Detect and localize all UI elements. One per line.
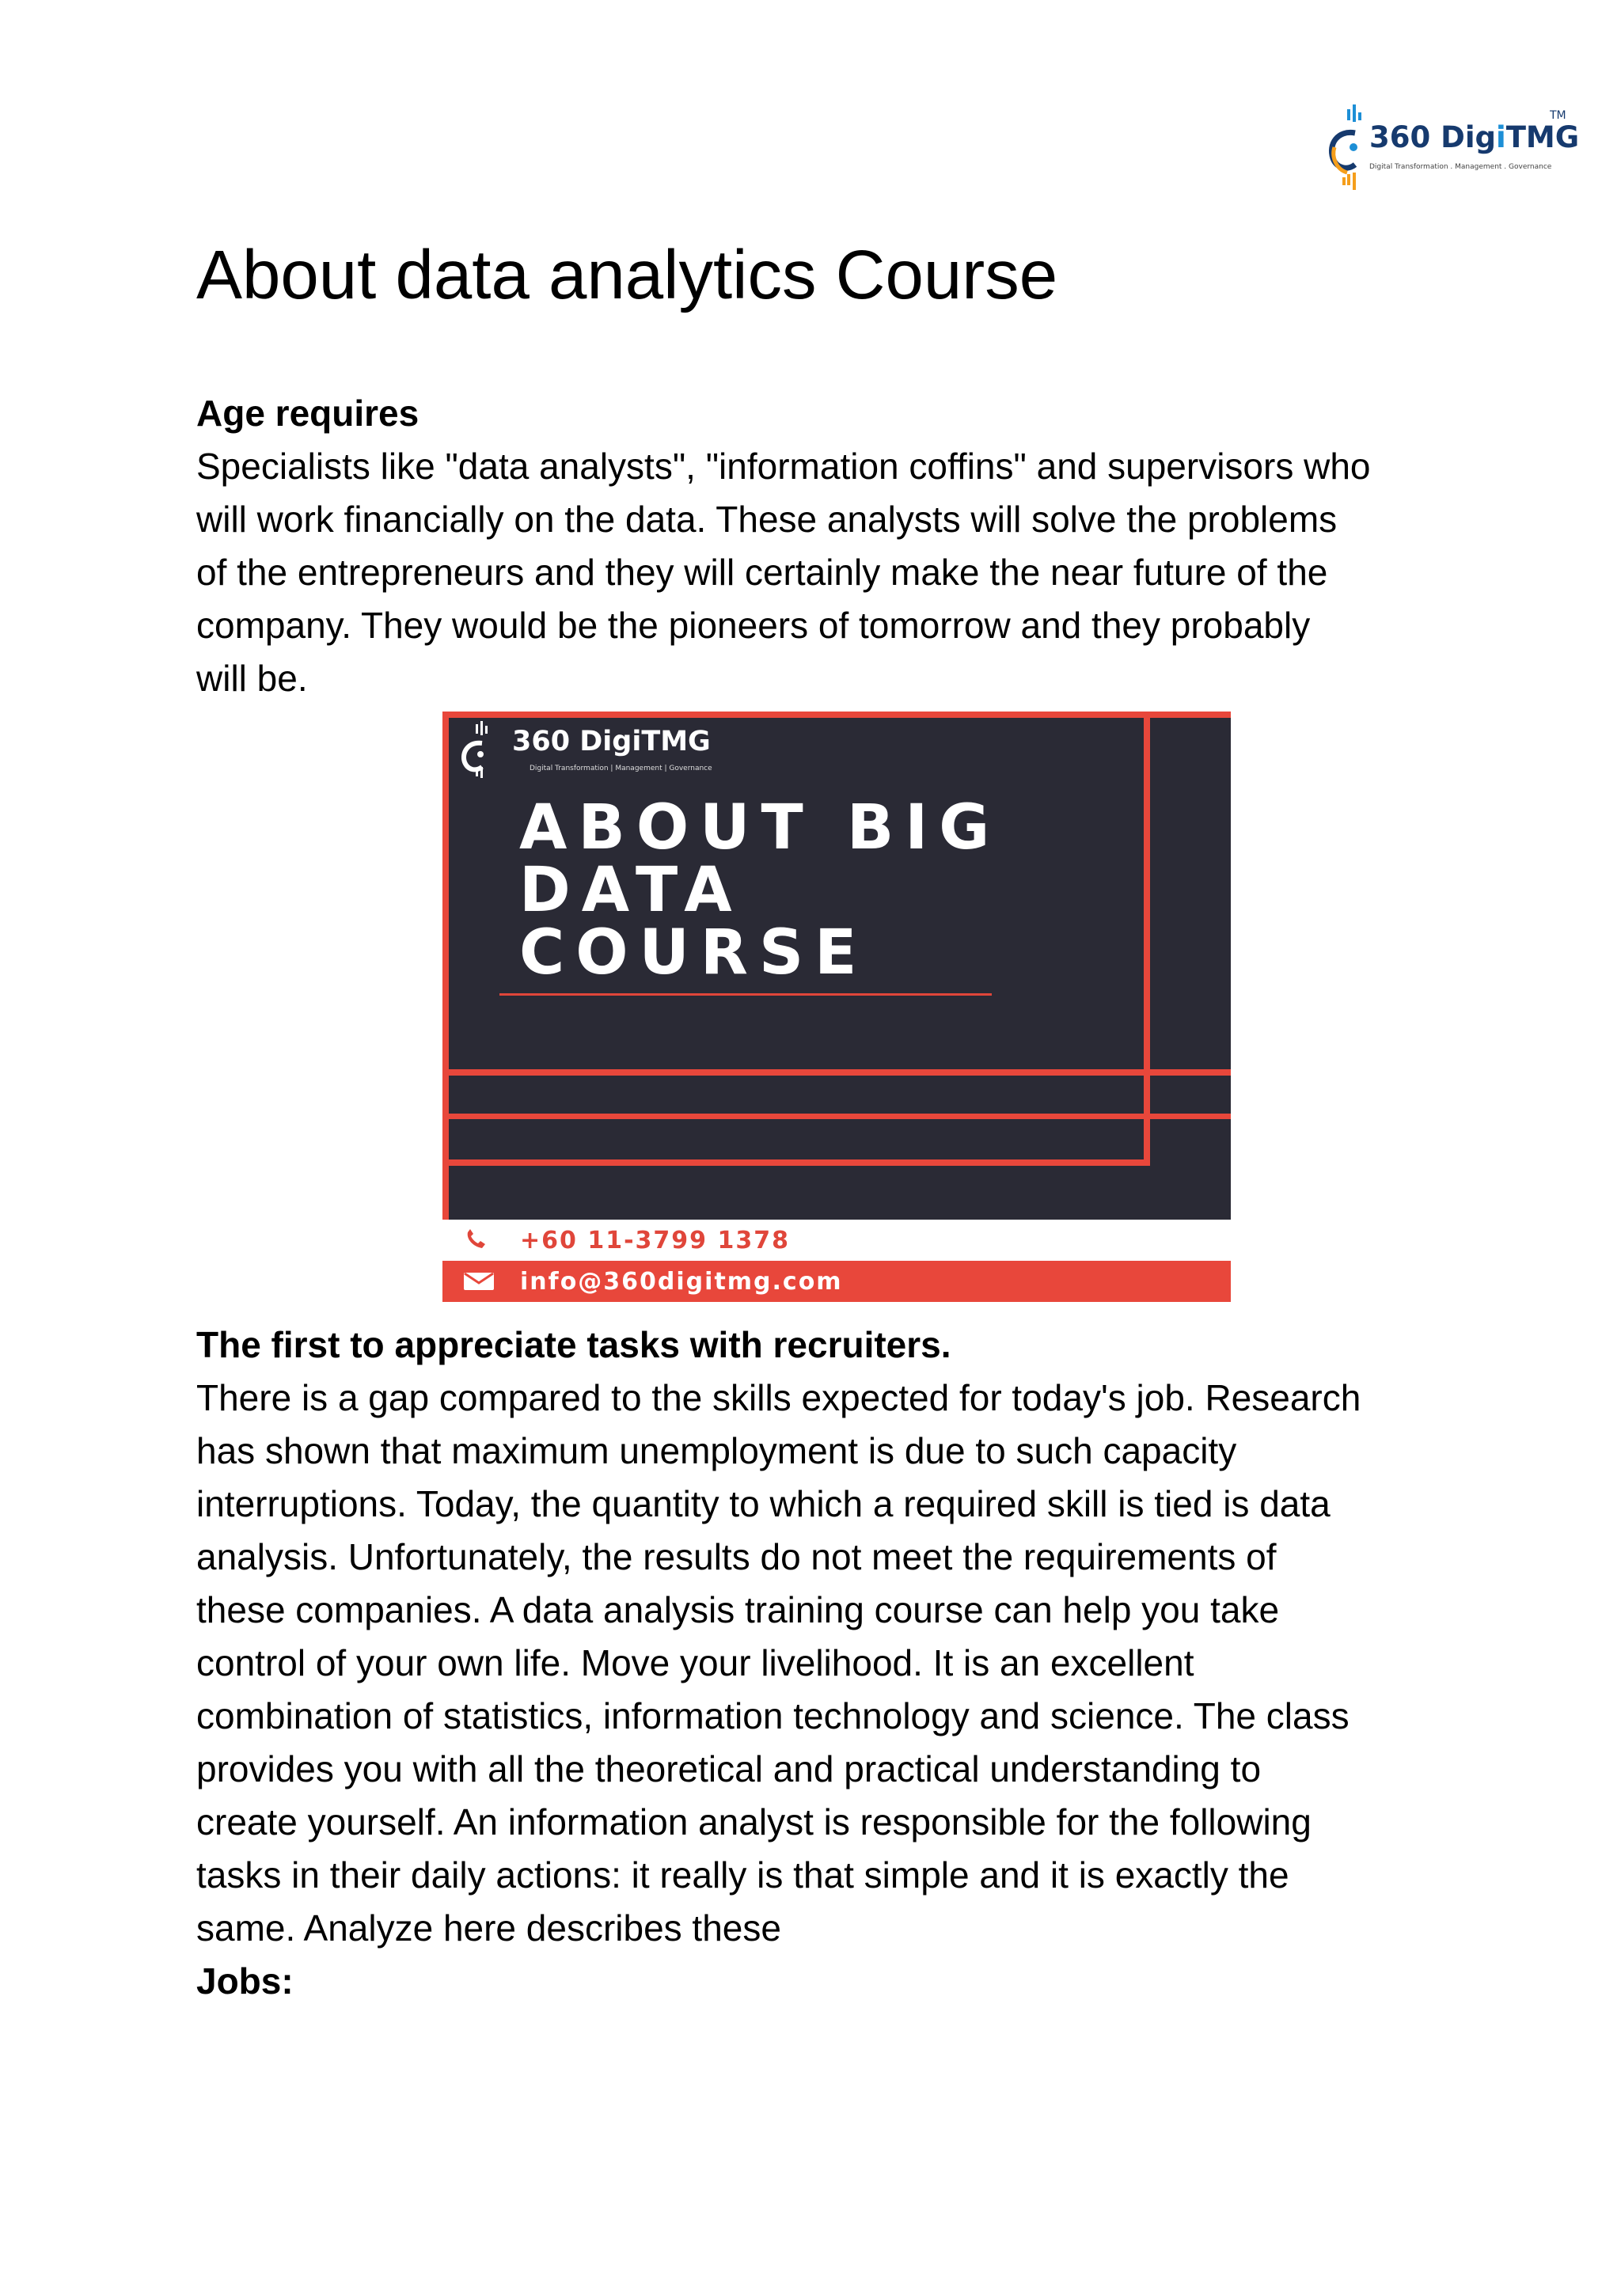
banner-red-stripe-3 [442,1159,1150,1166]
course-banner-image [442,712,1231,1302]
banner-contact-strip [442,1220,1231,1302]
logo-wordmark: 360 DigiTMG [1369,120,1580,154]
banner-red-top-border [442,712,1231,718]
paragraph-line: of the entrepreneurs and they will certainly make the near future of the [196,552,1328,593]
section-heading: Age requires [196,393,419,434]
banner-red-stripe-2 [442,1114,1231,1119]
section-recruiters [196,1319,1447,2008]
banner-red-left-border [442,712,449,1220]
paragraph-line: will work financially on the data. These analysts will solve the problems [196,499,1338,540]
paragraph-line: combination of statistics, information technology and science. The class [196,1695,1350,1736]
banner-logo-icon [457,719,496,780]
paragraph-line: these companies. A data analysis training course can help you take [196,1589,1280,1630]
banner-phone-number: +60 11-3799 1378 [520,1226,790,1254]
banner-background [442,712,1231,1220]
paragraph-line: provides you with all the theoretical and practical understanding to [196,1748,1262,1789]
paragraph-line: company. They would be the pioneers of tomorrow and they probably [196,605,1311,646]
banner-logo-wordmark: 360 DigiTMG [512,726,711,757]
banner-email-row [442,1261,1231,1302]
paragraph-line: analysis. Unfortunately, the results do not meet the requirements of [196,1536,1277,1577]
logo-trademark: TM [1550,109,1566,122]
banner-title-underline [499,993,992,996]
email-icon [463,1271,495,1292]
banner-email-address: info@360digitmg.com [520,1267,843,1296]
company-logo [1323,101,1580,193]
banner-phone-row [442,1220,1231,1261]
paragraph-line: control of your own life. Move your livelihood. It is an excellent [196,1642,1194,1683]
paragraph-line: has shown that maximum unemployment is due to such capacity [196,1430,1237,1471]
paragraph-line: Specialists like "data analysts", "information coffins" and supervisors who [196,446,1371,487]
section-heading: The first to appreciate tasks with recruiters. [196,1324,951,1365]
logo-mark-icon [1323,101,1369,193]
paragraph-line: interruptions. Today, the quantity to which a required skill is tied is data [196,1483,1331,1524]
section-age-requires [196,387,1447,705]
paragraph-line: There is a gap compared to the skills expected for today's job. Research [196,1377,1361,1418]
paragraph-line: same. Analyze here describes these [196,1907,781,1949]
logo-tagline: Digital Transformation . Management . Governance [1369,163,1552,171]
paragraph-line: tasks in their daily actions: it really is that simple and it is exactly the [196,1854,1289,1896]
page-title: About data analytics Course [196,237,1058,313]
banner-red-stripe-1 [442,1069,1231,1076]
phone-icon [463,1229,495,1251]
banner-logo-tagline: Digital Transformation | Management | Governance [530,765,712,772]
jobs-heading: Jobs: [196,1960,294,2002]
banner-red-vertical-bar [1144,712,1150,1165]
banner-title: ABOUT BIG DATA COURSE [519,792,1001,989]
paragraph-line: will be. [196,658,308,699]
paragraph-line: create yourself. An information analyst is responsible for the following [196,1801,1312,1842]
